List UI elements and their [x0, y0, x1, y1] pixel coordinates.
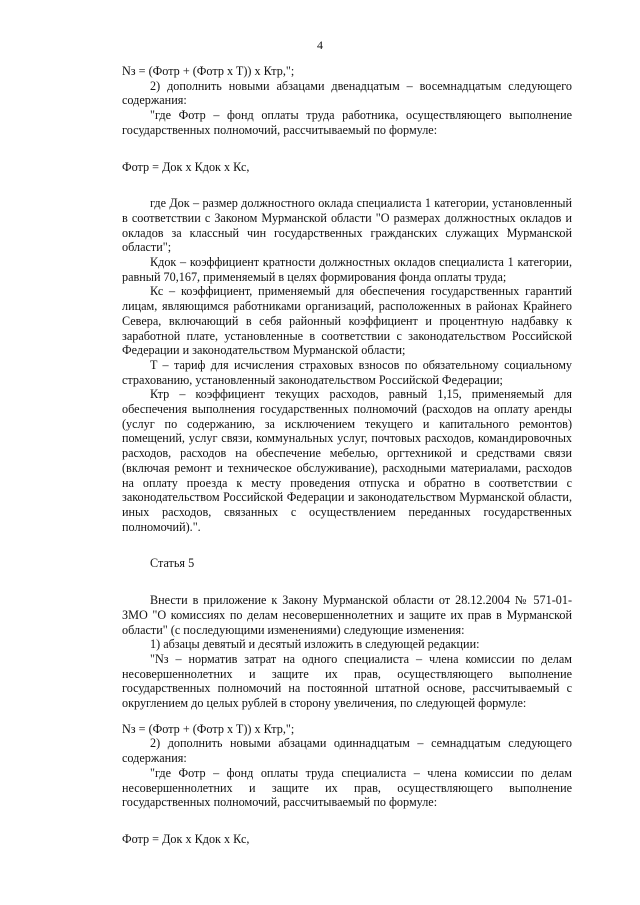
paragraph: "где Фотр – фонд оплаты труда работника, осуществляющего выполнение государственных полномочий, рассчитываемый по формуле: [122, 108, 572, 137]
document-body [122, 64, 572, 847]
formula-fotr: Фотр = Док x Кдок x Кс, [122, 831, 250, 846]
article-heading: Статья 5 [150, 556, 195, 571]
formula-fotr: Фотр = Док x Кдок x Кс, [122, 159, 250, 174]
paragraph: Кдок – коэффициент кратности должностных окладов специалиста 1 категории, равный 70,167, применяемый в целях формирования фонда оплаты труда; [122, 255, 572, 284]
paragraph: Внести в приложение к Закону Мурманской области от 28.12.2004 № 571-01-ЗМО "О комиссиях по делам несовершеннолетних и защите их прав в Мурманской области" (с последующими изменениями) следующие изменения: [122, 593, 572, 637]
paragraph: где Док – размер должностного оклада специалиста 1 категории, установленный в соответствии с Законом Мурманской области "О размерах должностных окладов и окладов за классный чин государственных гражданских служащих Мурманской области"; [122, 196, 572, 255]
formula-nz: Nз = (Фотр + (Фотр x T)) x Ктр,"; [122, 721, 295, 736]
paragraph: 1) абзацы девятый и десятый изложить в следующей редакции: [150, 637, 480, 652]
paragraph: "где Фотр – фонд оплаты труда специалиста – члена комиссии по делам несовершеннолетних и защите их прав, осуществляющего выполнение государственных полномочий, рассчитываемый по формуле: [122, 765, 572, 810]
formula-nz: Nз = (Фотр + (Фотр x T)) x Ктр,"; [122, 64, 295, 78]
page-number: 4 [317, 38, 323, 52]
paragraph: 2) дополнить новыми абзацами одиннадцатым – семнадцатым следующего содержания: [122, 736, 572, 766]
paragraph: T – тариф для исчисления страховых взносов по обязательному социальному страхованию, установленный законодательством Российской Федерации; [122, 357, 572, 387]
paragraph: 2) дополнить новыми абзацами двенадцатым – восемнадцатым следующего содержания: [122, 78, 572, 108]
paragraph: "Nз – норматив затрат на одного специалиста – члена комиссии по делам несовершеннолетних и защите их прав, осуществляющего выполнение государственных полномочий на постоянной штатной основе, рассчитываемый с округлением до целых рублей в сторону увеличения, по следующей формуле: [122, 651, 572, 711]
paragraph: Кс – коэффициент, применяемый для обеспечения государственных гарантий лицам, являющимся работниками организаций, расположенных в районах Крайнего Севера, включающий в себя районный коэффициент и процентную надбавку к заработной плате, установленные в соответствии с законодательством Российской Федерации и законодательством Мурманской области; [122, 284, 572, 358]
paragraph: Ктр – коэффициент текущих расходов, равный 1,15, применяемый для обеспечения выполнения государственных полномочий (расходов на оплату аренды (услуг по содержанию, за исключением текущего и капитального ремонтов) помещений, услуг связи, коммунальных услуг, почтовых расходов, командировочных расходов, расходов на обеспечение мебелью, оргтехникой и средствами связи (включая ремонт и техническое обслуживание), расходными материалами, расходов на оплату проезда к месту проведения отпуска и обратно в соответствии с законодательством Российской Федерации и законодательством Мурманской области, иных расходов, связанных с осуществлением переданных государственных полномочий).". [122, 387, 572, 534]
